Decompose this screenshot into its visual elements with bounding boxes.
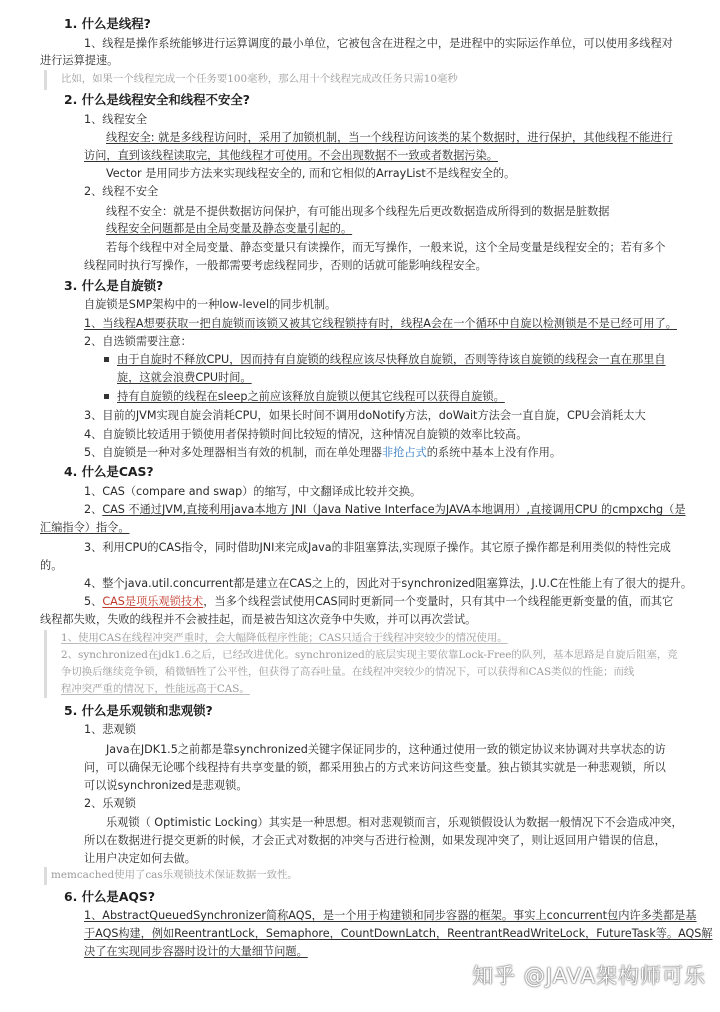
- s3-item-text: 的系统中基本上没有作用。: [426, 446, 562, 459]
- s5-item-line: 乐观锁（ Optimistic Locking）其实是一种思想。相对悲观锁而言，乐观锁假设认为数据一般情况下不会造成冲突，: [106, 816, 683, 829]
- s2-item-line: 线程安全问题都是由全局变量及静态变量引起的。: [106, 222, 353, 235]
- s4-item: 3、利用CPU的CAS指令，同时借助JNI来完成Java的非阻塞算法,实现原子操作。其它原子操作都是利用类似的特性完成: [84, 541, 671, 554]
- s4-blockquote: [44, 630, 678, 698]
- s3-item: 1、当线程A想要获取一把自旋锁而该锁又被其它线程锁持有时，线程A会在一个循环中自旋以检测锁是不是已经可用了。: [84, 317, 677, 330]
- s5-blockquote: [44, 867, 673, 885]
- s3-item: 4、自旋锁比较适用于锁使用者保持锁时间比较短的情况，这种情况自旋锁的效率比较高。: [84, 428, 528, 441]
- s3-item-text: 5、自旋锁是一种对多处理器相当有效的机制，而在单处理器: [84, 446, 382, 459]
- s5-item-line: 所以在数据进行提交更新的时候，才会正式对数据的冲突与否进行检测，如果发现冲突了，则让返回用户错误的信息，: [84, 834, 666, 847]
- s2-item-line: 若每个线程中对全局变量、静态变量只有读操作，而无写操作，一般来说，这个全局变量是线程安全的；若有多个: [106, 241, 666, 254]
- s4-item-num: 2、: [84, 503, 103, 516]
- s4-item-num: 5、: [84, 595, 103, 608]
- s5-item-line: 让用户决定如何去做。: [84, 852, 196, 865]
- s1-paragraph-line: 进行运算提速。: [40, 54, 119, 67]
- s6-item-line: 决了在实现同步容器时设计的大量细节问题。: [84, 945, 308, 958]
- s5-item-line: 问，可以确保无论哪个线程持有共享变量的锁，都采用独占的方式来访问这些变量。独占锁其实就是一种悲观锁，所以: [84, 761, 666, 774]
- s4-item-cont: 汇编指令）指令。: [40, 521, 130, 534]
- s2-item-line: 线程安全: 就是多线程访问时，采用了加锁机制，当一个线程访问该类的某个数据时，进行保护，其他线程不能进行: [106, 131, 673, 144]
- s2-item-label: 1、线程安全: [84, 113, 148, 126]
- s3-item: [84, 445, 561, 460]
- s2-item-line: 线程不安全：就是不提供数据访问保护，有可能出现多个线程先后更改数据造成所得到的数据是脏数据: [106, 205, 610, 218]
- s4-item-text: CAS 不通过JVM,直接利用java本地方 JNI（Java Native Interface为JAVA本地调用）,直接调用CPU 的cmpxchg（是: [102, 503, 686, 516]
- s5-quote-text: memcached使用了cas乐观锁技术保证数据一致性。: [51, 869, 298, 881]
- s3-bullet-text: 由于自旋时不释放CPU，因而持有自旋锁的线程应该尽快释放自旋锁，否则等待该自旋锁的线程会一直在那里自: [117, 353, 666, 366]
- s4-quote-line: 争切换后继续竞争锁，稍微牺牲了公平性，但获得了高吞吐量。在线程冲突较少的情况下，可以获得和CAS类似的性能；而线: [61, 666, 635, 678]
- s4-quote-line: 程冲突严重的情况下，性能远高于CAS。: [61, 683, 250, 695]
- section-1-heading: 1. 什么是线程?: [64, 16, 151, 31]
- section-5-heading: 5. 什么是乐观锁和悲观锁?: [64, 703, 213, 718]
- s6-item-line: 于AQS构建，例如ReentrantLock，Semaphore，CountDownLatch，ReentrantReadWriteLock，FutureTask等。AQS解: [84, 927, 713, 940]
- s2-item-line: Vector 是用同步方法来实现线程安全的, 而和它相似的ArrayList不是线程安全的。: [106, 167, 516, 180]
- s3-bullet-item: [104, 389, 505, 404]
- s3-item: 3、目前的JVM实现自旋会消耗CPU，如果长时间不调用doNotify方法，doWait方法会一直自旋，CPU会消耗太大: [84, 409, 646, 422]
- s4-quote-line: 1、使用CAS在线程冲突严重时，会大幅降低程序性能；CAS只适合于线程冲突较少的情况使用。: [61, 632, 508, 644]
- square-bullet-icon: [104, 357, 109, 362]
- non-preemptive-link[interactable]: 非抢占式: [382, 446, 427, 459]
- s4-quote-line: 2、synchronized在jdk1.6之后，已经改进优化。synchronized的底层实现主要依靠Lock-Free的队列，基本思路是自旋后阻塞，竞: [61, 649, 678, 661]
- s3-intro: 自旋锁是SMP架构中的一种low-level的同步机制。: [84, 298, 337, 311]
- section-3-heading: 3. 什么是自旋锁?: [64, 278, 164, 293]
- s4-item-cont: 线程都失败，失败的线程并不会被挂起，而是被告知这次竞争中失败，并可以再次尝试。: [40, 613, 477, 626]
- s5-item-line: 可以说synchronized是悲观锁。: [84, 779, 248, 792]
- s4-item: [84, 594, 673, 609]
- s5-item-line: Java在JDK1.5之前都是靠synchronized关键字保证同步的，这种通过使用一致的锁定协议来协调对共享状态的访: [106, 743, 666, 756]
- s4-item: 1、CAS（compare and swap）的缩写，中文翻译成比较并交换。: [84, 485, 422, 498]
- section-4-heading: 4. 什么是CAS?: [64, 464, 154, 479]
- section-2-heading: 2. 什么是线程安全和线程不安全?: [64, 92, 250, 107]
- s1-quote-text: 比如，如果一个线程完成一个任务要100毫秒，那么用十个线程完成改任务只需10毫秒: [61, 73, 458, 85]
- s1-blockquote: [44, 70, 667, 90]
- s4-item: [84, 502, 686, 517]
- s4-item: 4、整个java.util.concurrent都是建立在CAS之上的，因此对于synchronized阻塞算法，J.U.C在性能上有了很大的提升。: [84, 577, 693, 590]
- s1-paragraph-line: 1、线程是操作系统能够进行运算调度的最小单位，它被包含在进程之中，是进程中的实际运作单位，可以使用多线程对: [84, 37, 673, 50]
- s3-item: 2、自选锁需要注意：: [84, 335, 192, 348]
- s3-bullet-item: [104, 352, 666, 367]
- s2-item-line: 访问，直到该线程读取完，其他线程才可使用。不会出现数据不一致或者数据污染。: [84, 149, 498, 162]
- s3-bullet-text: 持有自旋锁的线程在sleep之前应该释放自旋锁以便其它线程可以获得自旋锁。: [117, 390, 505, 403]
- square-bullet-icon: [104, 394, 109, 399]
- optimistic-lock-link[interactable]: CAS是项乐观锁技术: [102, 595, 204, 608]
- section-6-heading: 6. 什么是AQS?: [64, 889, 156, 904]
- s2-item-label: 2、线程不安全: [84, 185, 159, 198]
- s5-item-label: 2、乐观锁: [84, 797, 136, 810]
- s6-item-line: 1、AbstractQueuedSynchronizer简称AQS，是一个用于构建锁和同步容器的框架。事实上concurrent包内许多类都是基: [84, 909, 697, 922]
- s2-item-line: 线程同时执行写操作，一般都需要考虑线程同步，否则的话就可能影响线程安全。: [84, 259, 487, 272]
- s3-bullet-text-cont: 旋，这就会浪费CPU时间。: [117, 371, 252, 384]
- s4-item-cont: 的。: [40, 559, 63, 572]
- s5-item-label: 1、悲观锁: [84, 723, 136, 736]
- zhihu-watermark: 知乎 @JAVA架构师可乐: [472, 964, 706, 988]
- s4-item-text: ，当多个线程尝试使用CAS同时更新同一个变量时，只有其中一个线程能更新变量的值，而其它: [203, 595, 674, 608]
